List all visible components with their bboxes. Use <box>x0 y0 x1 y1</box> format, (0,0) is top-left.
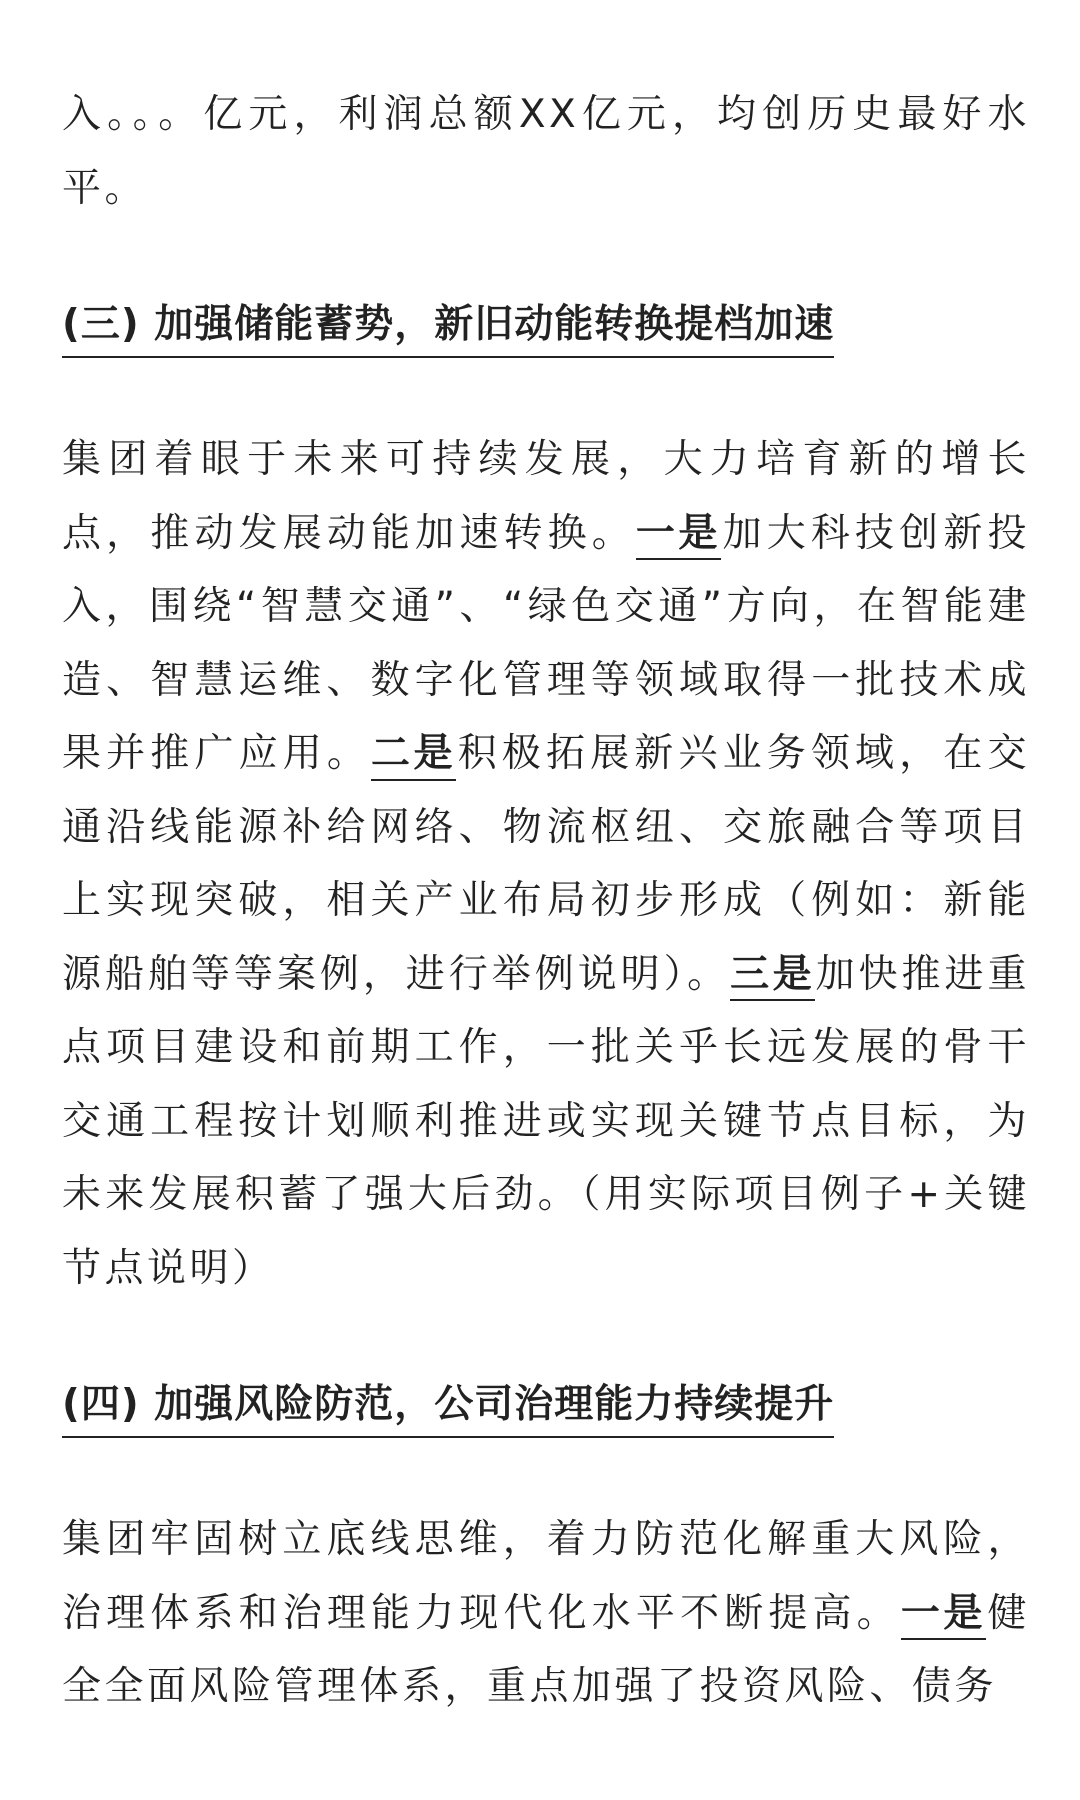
section-heading-3 <box>62 295 1030 358</box>
paragraph-risk <box>62 1503 1030 1724</box>
point-marker-2: 二是 <box>371 730 456 781</box>
paragraph-text: 集团牢固树立底线思维，着力防范化解重大风险，治理体系和治理能力现代化水平不断提高。 <box>62 1517 1030 1636</box>
section-heading-4-text: (四) 加强风险防范，公司治理能力持续提升 <box>62 1375 834 1438</box>
paragraph-text: 加快推进重点项目建设和前期工作，一批关乎长远发展的骨干交通工程按计划顺利推进或实现关键节点目标，为未来发展积蓄了强大后劲。（用实际项目例子+关键节点说明） <box>62 951 1030 1291</box>
section-heading-4 <box>62 1375 1030 1438</box>
paragraph-text: 入。。。亿元，利润总额XX亿元，均创历史最好水平。 <box>62 92 1030 211</box>
paragraph-text: 健全全面风险管理体系，重点加强了投资风险、债务 <box>62 1590 1030 1709</box>
point-marker-3: 三是 <box>730 951 815 1002</box>
section-heading-3-text: (三) 加强储能蓄势，新旧动能转换提档加速 <box>62 295 834 358</box>
point-marker-1: 一是 <box>901 1590 986 1641</box>
paragraph-text: 集团着眼于未来可持续发展，大力培育新的增长点，推动发展动能加速转换。 <box>62 437 1030 556</box>
article-body <box>62 78 1030 1724</box>
point-marker-1: 一是 <box>636 510 721 561</box>
paragraph-text: 积极拓展新兴业务领域，在交通沿线能源补给网络、物流枢纽、交旅融合等项目上实现突破，相关产业布局初步形成（例如：新能源船舶等等案例，进行举例说明）。 <box>62 731 1030 997</box>
paragraph-new-growth <box>62 423 1030 1305</box>
paragraph-results <box>62 78 1030 225</box>
paragraph-text: 加大科技创新投入，围绕“智慧交通”、“绿色交通”方向，在智能建造、智慧运维、数字化管理等领域取得一批技术成果并推广应用。 <box>62 510 1030 776</box>
